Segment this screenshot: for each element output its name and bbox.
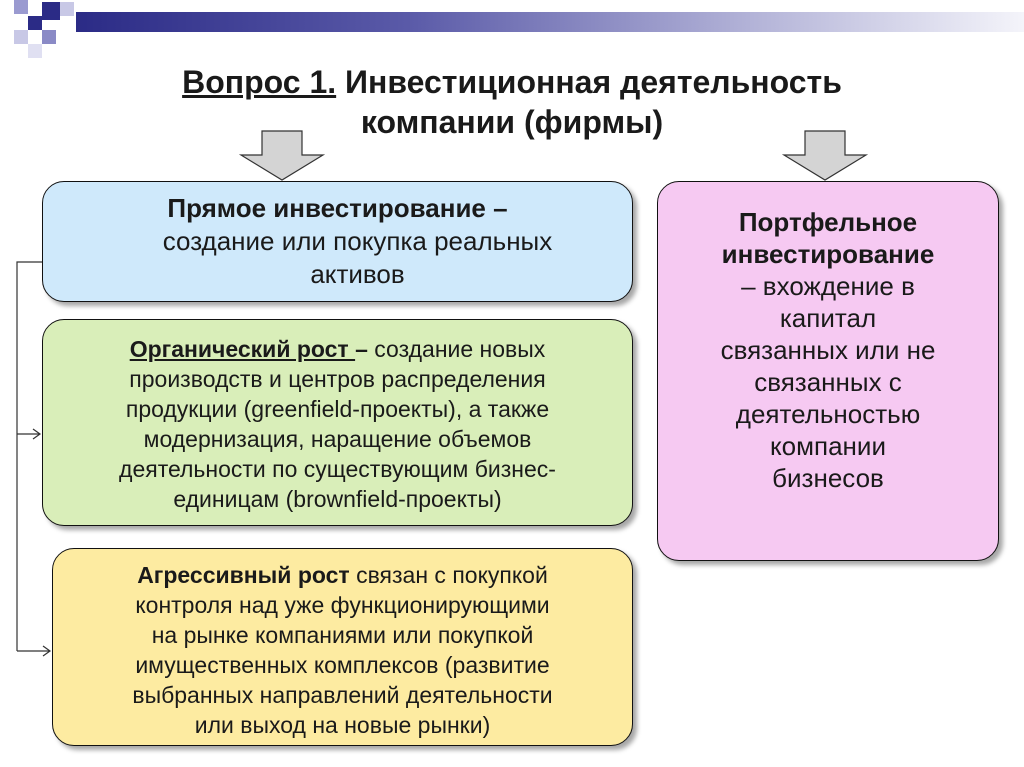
organic-line4: модернизация, наращение объемов: [143, 426, 532, 452]
aggressive-line1: связан с покупкой: [349, 562, 548, 588]
organic-heading: Органический рост: [129, 336, 356, 362]
organic-line5: деятельности по существующим бизнес-: [119, 456, 556, 482]
organic-growth-box: [42, 319, 633, 526]
portfolio-line5: деятельностью: [735, 399, 921, 429]
aggressive-line5: выбранных направлений деятельности: [132, 682, 553, 708]
down-arrow-left-icon: [241, 131, 323, 180]
portfolio-investment-box: [657, 181, 999, 561]
portfolio-line2: капитал: [779, 303, 877, 333]
direct-dash: –: [485, 193, 508, 223]
aggressive-line4: имущественных комплексов (развитие: [135, 652, 550, 678]
direct-investment-box: [42, 181, 633, 302]
direct-line2: создание или покупка реальных: [162, 226, 553, 256]
aggressive-heading: Агрессивный рост: [137, 562, 350, 588]
arrow-to-organic-icon: [17, 429, 40, 439]
direct-heading: Прямое инвестирование: [167, 193, 486, 223]
aggressive-line3: на рынке компаниями или покупкой: [151, 622, 534, 648]
aggressive-line2: контроля над уже функционирующими: [135, 592, 550, 618]
title-question-number: Вопрос 1.: [182, 64, 337, 100]
aggressive-growth-box: [52, 548, 633, 746]
organic-dash: –: [355, 336, 368, 362]
portfolio-line3: связанных или не: [720, 335, 936, 365]
title-line2: компании (фирмы): [360, 104, 664, 140]
organic-line3: продукции (greenfield-проекты), а также: [125, 396, 550, 422]
organic-line6: единицам (brownfield-проекты): [173, 486, 502, 512]
organic-line2: производств и центров распределения: [129, 366, 546, 392]
portfolio-line7: бизнесов: [772, 463, 884, 493]
down-arrow-right-icon: [784, 131, 866, 180]
portfolio-line1: – вхождение в: [741, 271, 915, 301]
portfolio-line6: компании: [770, 431, 886, 461]
portfolio-line4: связанных с: [754, 367, 902, 397]
portfolio-heading-1: Портфельное: [738, 207, 918, 237]
arrow-to-aggressive-icon: [17, 646, 50, 656]
organic-line1: создание новых: [367, 336, 546, 362]
title-line1: Инвестиционная деятельность: [345, 64, 842, 100]
aggressive-line6: или выход на новые рынки): [194, 712, 491, 738]
portfolio-heading-2: инвестирование: [721, 239, 935, 269]
direct-line3: активов: [310, 259, 405, 289]
bracket-line: [17, 262, 42, 651]
